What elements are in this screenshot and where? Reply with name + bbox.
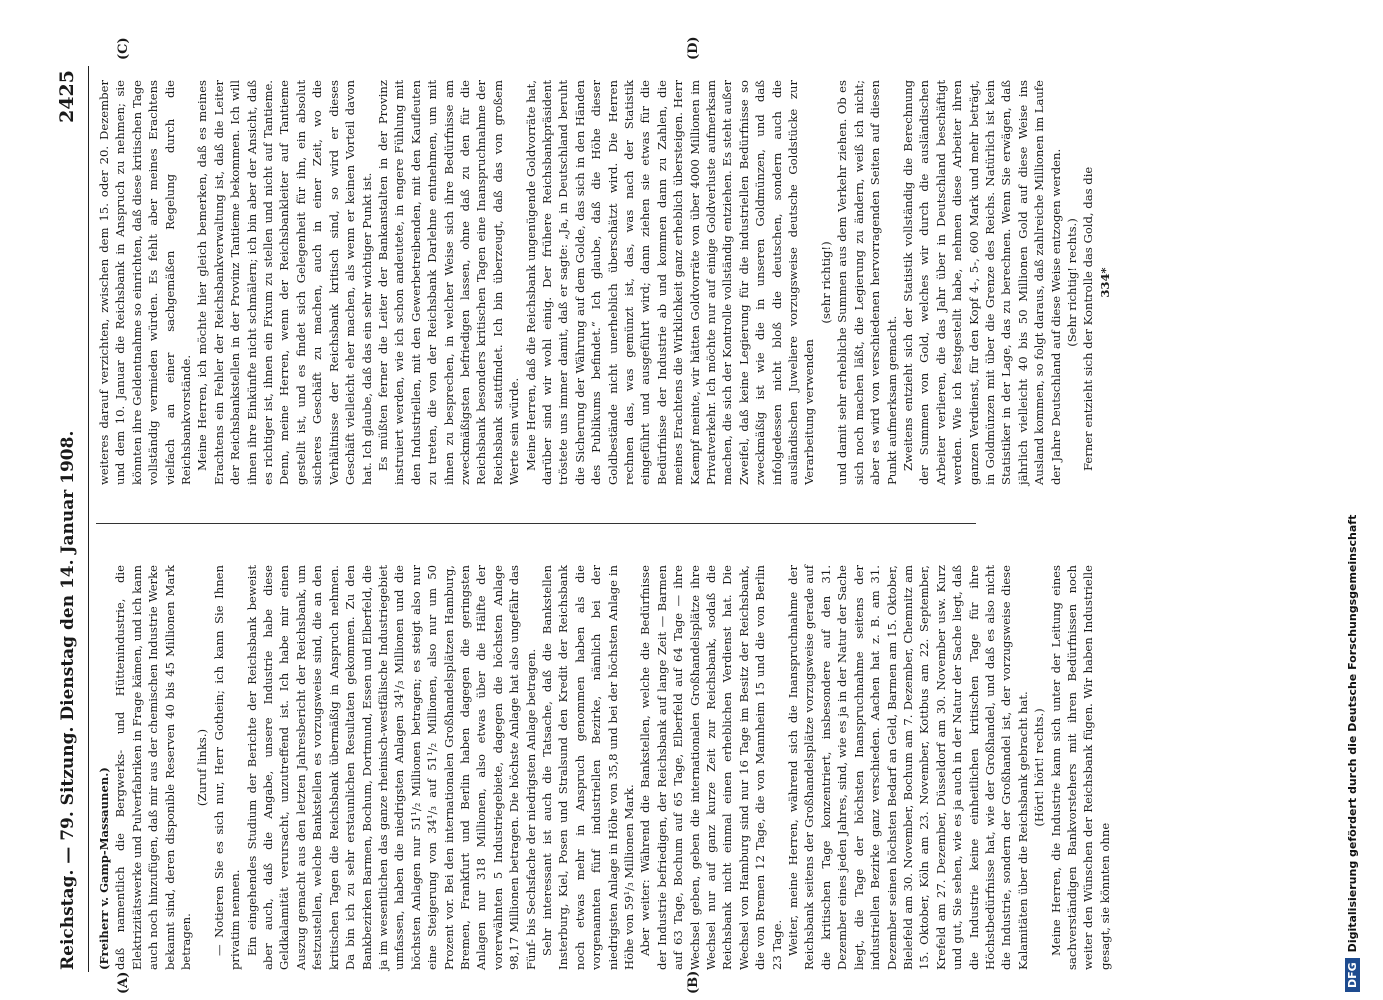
interjection: (sehr richtig!) [818,241,833,324]
paragraph: Meine Herren, die Industrie kann sich unter der Leitung eines sachverständigen Bankvorstehers mit ihren Bedürfnissen noch weiter den Wünschen der Reichsbank fügen. Wir haben Industrielle gesagt, sie könnten ohne [1048,565,1112,970]
interjection: (Zuruf links.) [195,728,210,807]
digitization-credit [1345,0,1367,992]
paragraph: Ferner entzieht sich der Kontrolle das Gold, das die [1081,166,1096,471]
margin-marker-c: (C) [116,37,131,60]
margin-marker-b: (B) [686,970,701,994]
dfg-logo: DFG [1345,958,1360,992]
margin-marker-a: (A) [116,971,131,994]
sheet-signature: 334* [1097,267,1112,298]
paragraph: Meine Herren, daß die Reichsbank ungenügende Goldvorräte hat, darüber sind wir wohl einig. Der frühere Reichsbankpräsident tröstete uns immer damit, daß er sagte: „Ja, in Deutschland beruht die Sicherung der Währung auf dem Golde, das sich in den Händen des Publikums befindet.“ Ich glaube, daß die Höhe dieser Goldbestände nicht unerheblich überschätzt wird. Die Herren rechnen das, was gemünzt ist, das, was nach der Statistik eingeführt und ausgeführt wird; dann ziehen sie etwas für die Bedürfnisse der Industrie ab und kommen dann zu Zahlen, die meines Erachtens die Wirklichkeit ganz erheblich übersteigen. Herr Kaempf meinte, wir hätten Goldvorräte von über 4000 Millionen im Privatverkehr. Ich möchte nur auf einige Goldverluste aufmerksam machen, die sich der Kontrolle vollständig entziehen. Es steht außer Zweifel, daß keine Legierung für die industriellen Bedürfnisse so zweckmäßig ist wie die in unseren Goldmünzen, und daß infolgedessen nicht bloß die deutschen, sondern auch die ausländischen Juweliere vorzugsweise deutsche Goldstücke zur Verarbeitung verwenden [523,80,817,485]
interjection: (Sehr richtig! rechts.) [1064,218,1079,347]
page-header [52,70,86,970]
paragraph: Sehr interessant ist auch die Tatsache, daß die Bankstellen Insterburg, Kiel, Posen und Stralsund den Kredit der Reichsbank noch etwas mehr in Anspruch genommen haben als die vorgenannten fünf industriellen Bezirke, nämlich bei der niedrigsten Anlage in Höhe von 35,8 und bei der höchsten Anlage in Höhe von 59¹/₃ Millionen Mark. [539,565,636,970]
left-column [96,565,1112,970]
interjection: (Hört! hört! rechts.) [1032,708,1047,827]
speaker-name: (Freiherr v. Gamp-Massaunen.) [97,767,111,970]
page-number: 2425 [56,70,78,123]
paragraph: daß namentlich die Bergwerks- und Hüttenindustrie, die Elektrizitätswerke und Pulverfabriken in Frage kämen, und ich kann auch noch hinzufügen, daß mir aus der chemischen Industrie Werke bekannt sind, deren disponible Reserven 40 bis 45 Millionen Mark betragen. [113,565,194,970]
margin-marker-d: (D) [686,36,701,60]
credit-text: Digitalisierung gefördert durch die Deutsche Forschungsgemeinschaft [1346,514,1359,953]
paragraph: und damit sehr erhebliche Summen aus dem Verkehr ziehen. Ob es sich noch machen läßt, die Legierung zu ändern, weiß ich nicht; aber es wird von verschiedenen hervorragenden Seiten auf diesen Punkt aufmerksam gemacht. [835,80,899,485]
column-separator [96,523,976,524]
running-head: Reichstag. — 79. Sitzung. Dienstag den 14. Januar 1908. [58,430,78,970]
right-column [96,80,1112,485]
paragraph: Meine Herren, ich möchte hier gleich bemerken, daß es meines Erachtens ein Fehler der Reichsbankverwaltung ist, daß die Leiter der Reichsbankstellen in der Provinz Tantieme bekommen. Ich will ihnen ihre Einkünfte nicht schmälern; ich bin aber der Ansicht, daß es richtiger ist, ihnen ein Fixum zu stellen und nicht auf Tantieme. Denn, meine Herren, wenn der Reichsbankleiter auf Tantieme gestellt ist, und es findet sich Gelegenheit für ihn, ein absolut sicheres Geschäft zu machen, auch in einer Zeit, wo die Verhältnisse der Reichsbank kritisch sind, so wird er dieses Geschäft vielleicht eher machen, als wenn er keinen Vorteil davon hat. Ich glaube, daß das ein sehr wichtiger Punkt ist. [195,80,374,485]
paragraph: — Notieren Sie es sich nur, Herr Gothein; ich kann Sie Ihnen privatim nennen. [211,565,243,970]
paragraph: Es müßten ferner die Leiter der Bankanstalten in der Provinz instruiert werden, wie ich schon andeutete, in engere Fühlung mit den Industriellen, mit den Gewerbetreibenden, mit den Kaufleuten zu treten, die von der Reichsbank Darlehne entnehmen, um mit ihnen zu besprechen, in welcher Weise sich ihre Bedürfnisse am zweckmäßigsten befriedigen lassen, ohne daß zu den für die Reichsbank besonders kritischen Tagen eine Inanspruchnahme der Reichsbank stattfindet. Ich bin überzeugt, daß das von großem Werte sein würde. [375,80,522,485]
paragraph: Ein eingehendes Studium der Berichte der Reichsbank beweist aber auch, daß die Angabe, unsere Industrie habe diese Geldkalamität verursacht, unzutreffend ist. Ich habe mir einen Auszug gemacht aus den letzten Jahresbericht der Reichsbank, um festzustellen, welche Bankstellen es vorzugsweise sind, die an den kritischen Tagen die Reichsbank übermäßig in Anspruch nehmen. Da bin ich zu sehr erstaunlichen Resultaten gekommen. Zu den Bankbezirken Barmen, Bochum, Dortmund, Essen und Elberfeld, die ja im wesentlichen das ganze rheinisch-westfälische Industriegebiet umfassen, haben die niedrigsten Anlagen 34¹/₃ Millionen und die höchsten Anlagen nur 51¹/₂ Millionen betragen; es steigt also nur eine Steigerung von 34¹/₃ auf 51¹/₂ Millionen, also nur um 50 Prozent vor. Bei den internationalen Großhandelsplätzen Hamburg, Bremen, Frankfurt und Berlin haben dagegen die geringsten Anlagen nur 318 Millionen, also etwas über die Hälfte der vorerwähnten 5 Industriegebiete, dagegen die höchsten Anlage 98,17 Millionen betragen. Die höchste Anlage hat also ungefähr das Fünf- bis Sechsfache der niedrigsten Anlage betragen. [244,565,538,970]
paragraph: Aber weiter: Während die Bankstellen, welche die Bedürfnisse der Industrie befriedigen, der Reichsbank auf lange Zeit — Barmen auf 63 Tage, Bochum auf 65 Tage, Elberfeld auf 64 Tage — ihre Wechsel geben, geben die internationalen Großhandelsplätze ihre Wechsel nur auf ganz kurze Zeit zur Reichsbank, sodaß die Reichsbank nicht einmal einen erheblichen Verdienst hat. Die Wechsel von Hamburg sind nur 16 Tage im Besitz der Reichsbank, die von Bremen 12 Tage, die von Mannheim 15 und die von Berlin 23 Tage. [638,565,784,970]
paragraph: Weiter, meine Herren, während sich die Inanspruchnahme der Reichsbank seitens der Großhandelsplätze vorzugsweise gerade auf die kritischen Tage konzentriert, insbesondere auf den 31. Dezember eines jeden Jahres, sind, wie es ja in der Natur der Sache liegt, die Tage der höchsten Inanspruchnahme seitens der industriellen Bezirke ganz verschieden. Aachen hat z. B. am 31. Dezember seinen höchsten Bedarf an Geld, Barmen am 15. Oktober, Bielefeld am 30. November, Bochum am 7. Dezember, Chemnitz am 15. Oktober, Köln am 23. November, Kottbus am 22. September, Krefeld am 27. Dezember, Düsseldorf am 30. November usw. Kurz und gut, Sie sehen, wie es ja auch in der Natur der Sache liegt, daß die Industrie keine einheitlichen kritischen Tage für ihre Höchstbedürfnisse hat, wie der Großhandel, und daß es also nicht die Industrie, sondern der Großhandel ist, der vorzugsweise diese Kalamitäten über die Reichsbank gebracht hat. [786,565,1030,970]
paragraph: Zweitens entzieht sich der Statistik vollständig die Berechnung der Summen von Gold, welches wir durch die ausländischen Arbeiter verlieren, die das Jahr über in Deutschland beschäftigt werden. Wie ich festgestellt habe, nehmen diese Arbeiter ihren ganzen Verdienst, für den Kopf 4-, 5-, 600 Mark und mehr beträgt, in Goldmünzen mit über die Grenze des Reichs. Natürlich ist kein Statistiker in der Lage, das zu berechnen. Wenn Sie erwägen, daß jährlich vielleicht 40 bis 50 Millionen Gold auf diese Weise ins Ausland kommen, so folgt daraus, daß zahlreiche Millionen im Laufe der Jahre Deutschland auf diese Weise entzogen werden. [900,80,1063,485]
paragraph: weiteres darauf verzichten, zwischen dem 15. oder 20. Dezember und dem 10. Januar die Reichsbank in Anspruch zu nehmen; sie könnten ihre Geldentnahme so einrichten, daß diese kritischen Tage vollständig vermieden würden. Es fehlt aber meines Erachtens vielfach an einer sachgemäßen Regelung durch die Reichsbankvorstände. [97,80,194,485]
header-rule [88,66,89,972]
